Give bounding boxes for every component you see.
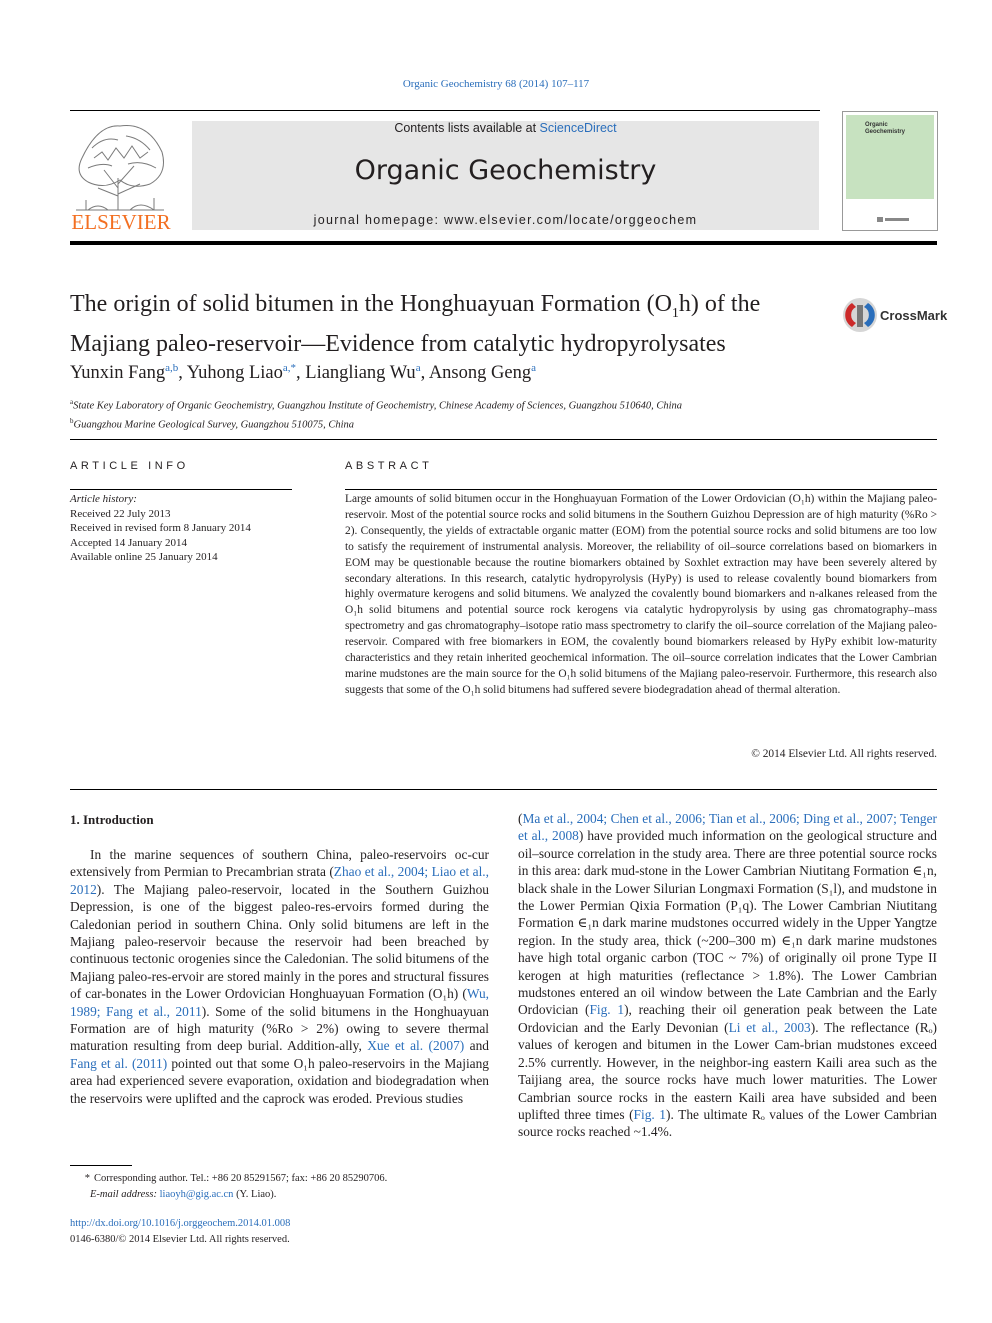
sciencedirect-link[interactable]: ScienceDirect (539, 121, 617, 135)
body-column-left: In the marine sequences of southern China, paleo-reservoirs oc-cur extensively from Permian to Precambrian strata (Zhao et al., 2004; Liao et al., 2012). The Majiang paleo-reservoir, located in the Southern Guizhou Depression, is one of the biggest paleo-res-ervoirs formed during the Caledonian period in southern China. Only solid bitumens are left in the Majiang paleo-reservoir because the reservoir had been breached by continuous tectonic orogenies since the Caledonian. The solid bitumens of the Majiang paleo-res-ervoir are stored mainly in the pores and structural fissures of car-bonates in the Lower Ordovician Honghuayuan Formation (O₁h) (Wu, 1989; Fang et al., 2011). Some of the solid bitumens in the Honghuayuan Formation are of high maturity (%Ro > 2%) owing to severe thermal maturation resulting from deep burial. Addition-ally, Xue et al. (2007) and Fang et al. (2011) pointed out that some O₁h paleo-reservoirs in the Majiang area had experienced severe evaporation, oxidation and biodegradation when the reservoirs were uplifted and the caprock was eroded. Previous studies (70, 847, 490, 1106)
doi-block: http://dx.doi.org/10.1016/j.orggeochem.2014.01.008 0146-6380/© 2014 Elsevier Ltd. All rights reserved. (70, 1216, 490, 1247)
journal-title: Organic Geochemistry (354, 155, 657, 186)
figure-link[interactable]: Fig. 1 (589, 1002, 625, 1018)
cover-publisher-mark (863, 216, 923, 223)
author-name[interactable]: Ansong Geng (428, 363, 532, 384)
article-history: Article history: Received 22 July 2013 Received in revised form 8 January 2014 Accepted 14 January 2014 Available online 25 January 2014 (70, 493, 251, 563)
contents-line: Contents lists available at ScienceDirect (394, 121, 617, 135)
affiliation-b: $^b$Guangzhou Marine Geological Survey, Guangzhou 510075, China (70, 416, 355, 430)
body-column-right: (Ma et al., 2004; Chen et al., 2006; Tian et al., 2006; Ding et al., 2007; Tenger et al., 2008) have provided much information on the geological structure and oil–source correlation in the study area. There are three potential source rocks in this area: dark mud-stone in the Lower Cambrian Niutitang Formation ∈₁n, black shale in the Lower Silurian Longmaxi Formation (S₁l), and mudstone in the Lower Permian Qixia Formation (P₁q). The Lower Cambrian Niutitang Formation ∈₁n dark marine mudstones occurred widely in the Upper Yangtze region. In the study area, thick (~200–300 m) ∈₁n dark marine mudstones have high total organic carbon (TOC ~ 7%) of originally oil prone Type II kerogen at high maturities (reflectance > 1.8%). The Lower Cambrian mudstones entered an oil window between the Late Cambrian and the Early Ordovician (Fig. 1), reaching their oil generation peak between the Late Ordovician and the Early Devonian (Li et al., 2003). The reflectance (Rₒ) values of kerogen and bitumen in the Lower Cam-brian mudstones exceed 2.5% currently. However, in the neighbor-ing eastern Kaili area such as the Taijiang area, the source rocks have much lower maturities. The Lower Cambrian source rocks in the eastern Kaili area have subsided and been uplifted three times (Fig. 1). The ultimate Rₒ values of the Lower Cambrian source rocks reached ~1.4%. (518, 811, 938, 1140)
body-rule (70, 789, 937, 790)
author-name[interactable]: Liangliang Wu (305, 363, 416, 384)
affiliations (70, 395, 930, 432)
abstract-copyright: © 2014 Elsevier Ltd. All rights reserved. (751, 748, 937, 760)
abstract-text: Large amounts of solid bitumen occur in the Honghuayuan Formation of the Lower Ordovician (O₁h) within the Majiang paleo-reservoir. Most of the potential source rocks and solid bitumens in the Southern Guizhou Depression are of high maturity (%Ro > 2). Consequently, the yields of extractable organic matter (EOM) from the potential source rocks and solid bitumens are too low to satisfy the requirement of instrumental analysis. Moreover, the reliability of oil–source correlations based on biomarkers in EOM may be questionable because the routine biomarkers obtained by Soxhlet extraction may have been severely altered by secondary alterations. In this research, catalytic hydropyrolysis (HyPy) is used to release covalently bound biomarkers from highly overmature kerogens and solid bitumens. We analyzed the covalently bound biomarkers and n-alkanes released from the O₁h solid bitumens and potential source rock kerogens via catalytic hydropyrolysis by using gas chromatography–mass spectrometry and gas chromatography–isotope ratio mass spectrometry to clarify the oil–source correlation of the Majiang paleo-reservoir. Compared with free biomarkers in EOM, the covalently bound biomarkers released by HyPy exhibit low-maturity characteristics and they retain inherited geochemical information. The oil–source correlation indicates that the Lower Cambrian marine mudstones are the main source for the O₁h solid bitumens of the Majiang paleo-reservoir. Furthermore, this research also suggests that some of the O₁h solid bitumens had suffered severe biodegradation ahead of thermal alteration. (345, 493, 937, 696)
article-title: The origin of solid bitumen in the Honghuayuan Formation $(O_1h)$ of the Majiang paleo-reservoir—Evidence from catalytic hydropyrolysates (70, 291, 761, 357)
email-link[interactable]: liaoyh@gig.ac.cn (159, 1188, 234, 1200)
affiliation-a: $^a$State Key Laboratory of Organic Geochemistry, Guangzhou Institute of Geochemistry, Chinese Academy of Sciences, Guangzhou 510640, China (70, 398, 683, 412)
author-list: Yunxin Fang$^{a,b}$, Yuhong Liao$^{a,*}$, Liangliang Wu$^a$, Ansong Geng$^a$ (70, 362, 536, 384)
section-rule (70, 439, 937, 440)
header-thick-rule (70, 241, 937, 245)
corresponding-author-footnote: * Corresponding author. Tel.: +86 20 85291567; fax: +86 20 85290706. E-mail address: liaoyh@gig.ac.cn (Y. Liao). (84, 1173, 388, 1200)
journal-citation[interactable]: Organic Geochemistry 68 (2014) 107–117 (402, 78, 590, 90)
elsevier-wordmark: ELSEVIER (71, 210, 171, 234)
article-info-rule (70, 489, 292, 490)
citation-link[interactable]: Ma et al., 2004; Chen et al., 2006; Tian et al., 2006; Ding et al., 2007; Tenger et al., 2008 (518, 811, 937, 844)
author-name[interactable]: Yuhong Liao (186, 363, 283, 384)
header-rule (70, 110, 820, 111)
citation-link[interactable]: Fang et al. (2011) (70, 1055, 168, 1071)
citation-link[interactable]: Zhao et al., 2004; Liao et al., 2012 (70, 864, 490, 897)
figure-link[interactable]: Fig. 1 (633, 1106, 667, 1122)
doi-link[interactable]: http://dx.doi.org/10.1016/j.orggeochem.2014.01.008 (70, 1218, 291, 1229)
crossmark-label[interactable]: CrossMark (880, 308, 948, 323)
crossmark-icon[interactable] (842, 297, 878, 333)
author-name[interactable]: Yunxin Fang (70, 363, 166, 384)
footnote-rule (70, 1165, 132, 1166)
abstract-heading: ABSTRACT (345, 460, 433, 472)
citation-link[interactable]: Wu, 1989; Fang et al., 2011 (70, 986, 489, 1019)
cover-title: Organic Geochemistry (865, 122, 906, 135)
citation-link[interactable]: Li et al., 2003 (728, 1019, 811, 1035)
article-info-heading: ARTICLE INFO (70, 460, 189, 472)
citation-link[interactable]: Xue et al. (2007) (367, 1038, 465, 1054)
abstract-rule (345, 489, 937, 490)
journal-homepage[interactable]: journal homepage: www.elsevier.com/locate/orggeochem (313, 213, 698, 227)
section-heading-introduction: 1. Introduction (70, 812, 154, 827)
journal-cover-thumbnail[interactable] (842, 111, 938, 231)
